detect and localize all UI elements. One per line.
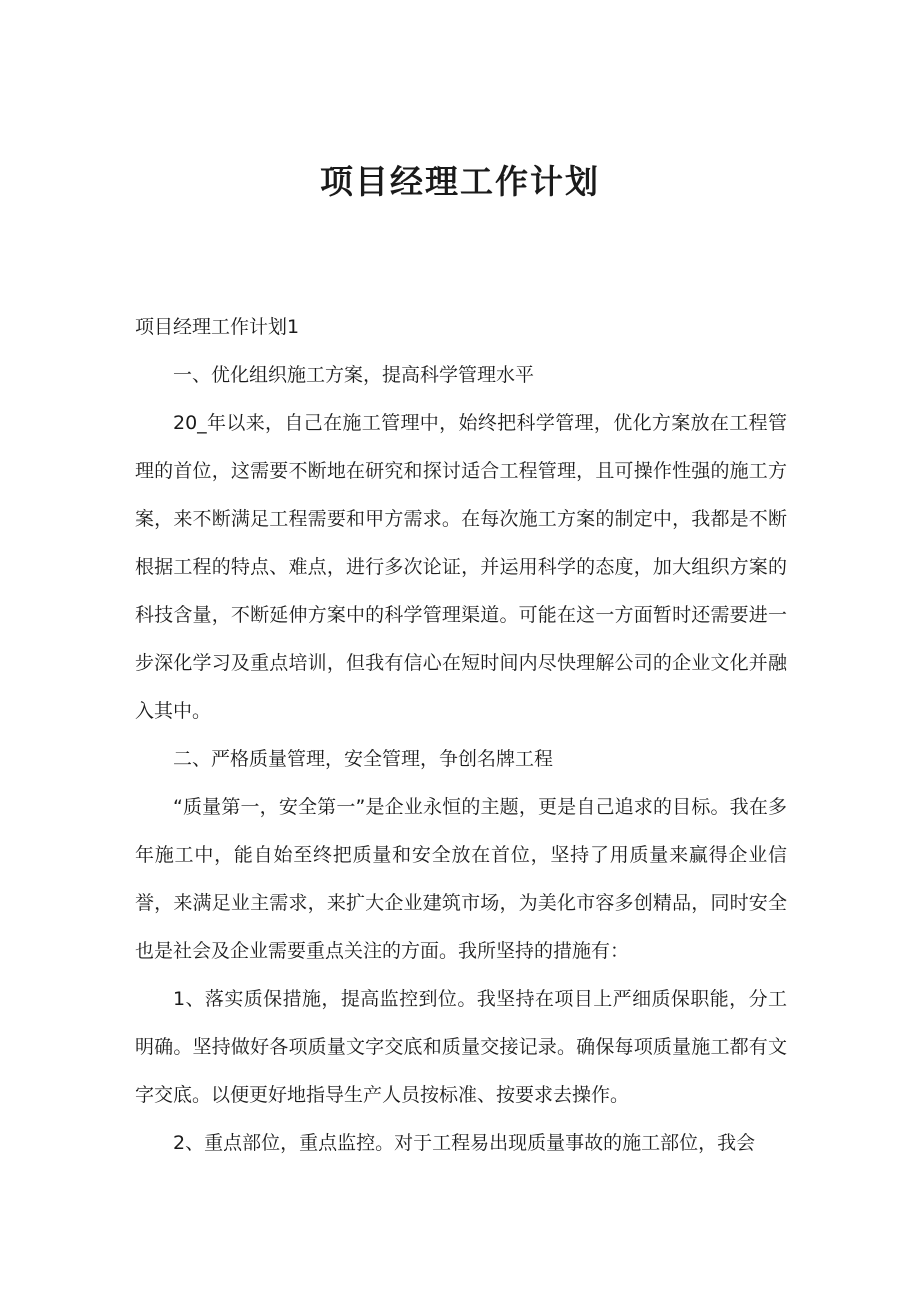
paragraph-2: “质量第一，安全第一”是企业永恒的主题，更是自己追求的目标。我在多年施工中，能自始至终把质量和安全放在首位，坚持了用质量来赢得企业信誉，来满足业主需求，来扩大企业建筑市场，为美化市容多创精品，同时安全也是社会及企业需要重点关注的方面。我所坚持的措施有： <box>135 796 787 962</box>
paragraph-1: 20_年以来，自己在施工管理中，始终把科学管理，优化方案放在工程管理的首位，这需要不断地在研究和探讨适合工程管理，且可操作性强的施工方案，来不断满足工程需要和甲方需求。在每次施工方案的制定中，我都是不断根据工程的特点、难点，进行多次论证，并运用科学的态度，加大组织方案的科技含量，不断延伸方案中的科学管理渠道。可能在这一方面暂时还需要进一步深化学习及重点培训，但我有信心在短时间内尽快理解公司的企业文化并融入其中。 <box>135 412 787 722</box>
document-body <box>135 313 787 1177</box>
paragraph-3: 1、落实质保措施，提高监控到位。我坚持在项目上严细质保职能，分工明确。坚持做好各项质量文字交底和质量交接记录。确保每项质量施工都有文字交底。以便更好地指导生产人员按标准、按要求去操作。 <box>135 988 787 1106</box>
document-subtitle: 项目经理工作计划1 <box>135 316 300 338</box>
section-heading-2: 二、严格质量管理，安全管理，争创名牌工程 <box>173 748 554 770</box>
paragraph-4: 2、重点部位，重点监控。对于工程易出现质量事故的施工部位，我会 <box>173 1132 756 1154</box>
document-title: 项目经理工作计划 <box>320 162 600 201</box>
section-heading-1: 一、优化组织施工方案，提高科学管理水平 <box>173 364 535 386</box>
